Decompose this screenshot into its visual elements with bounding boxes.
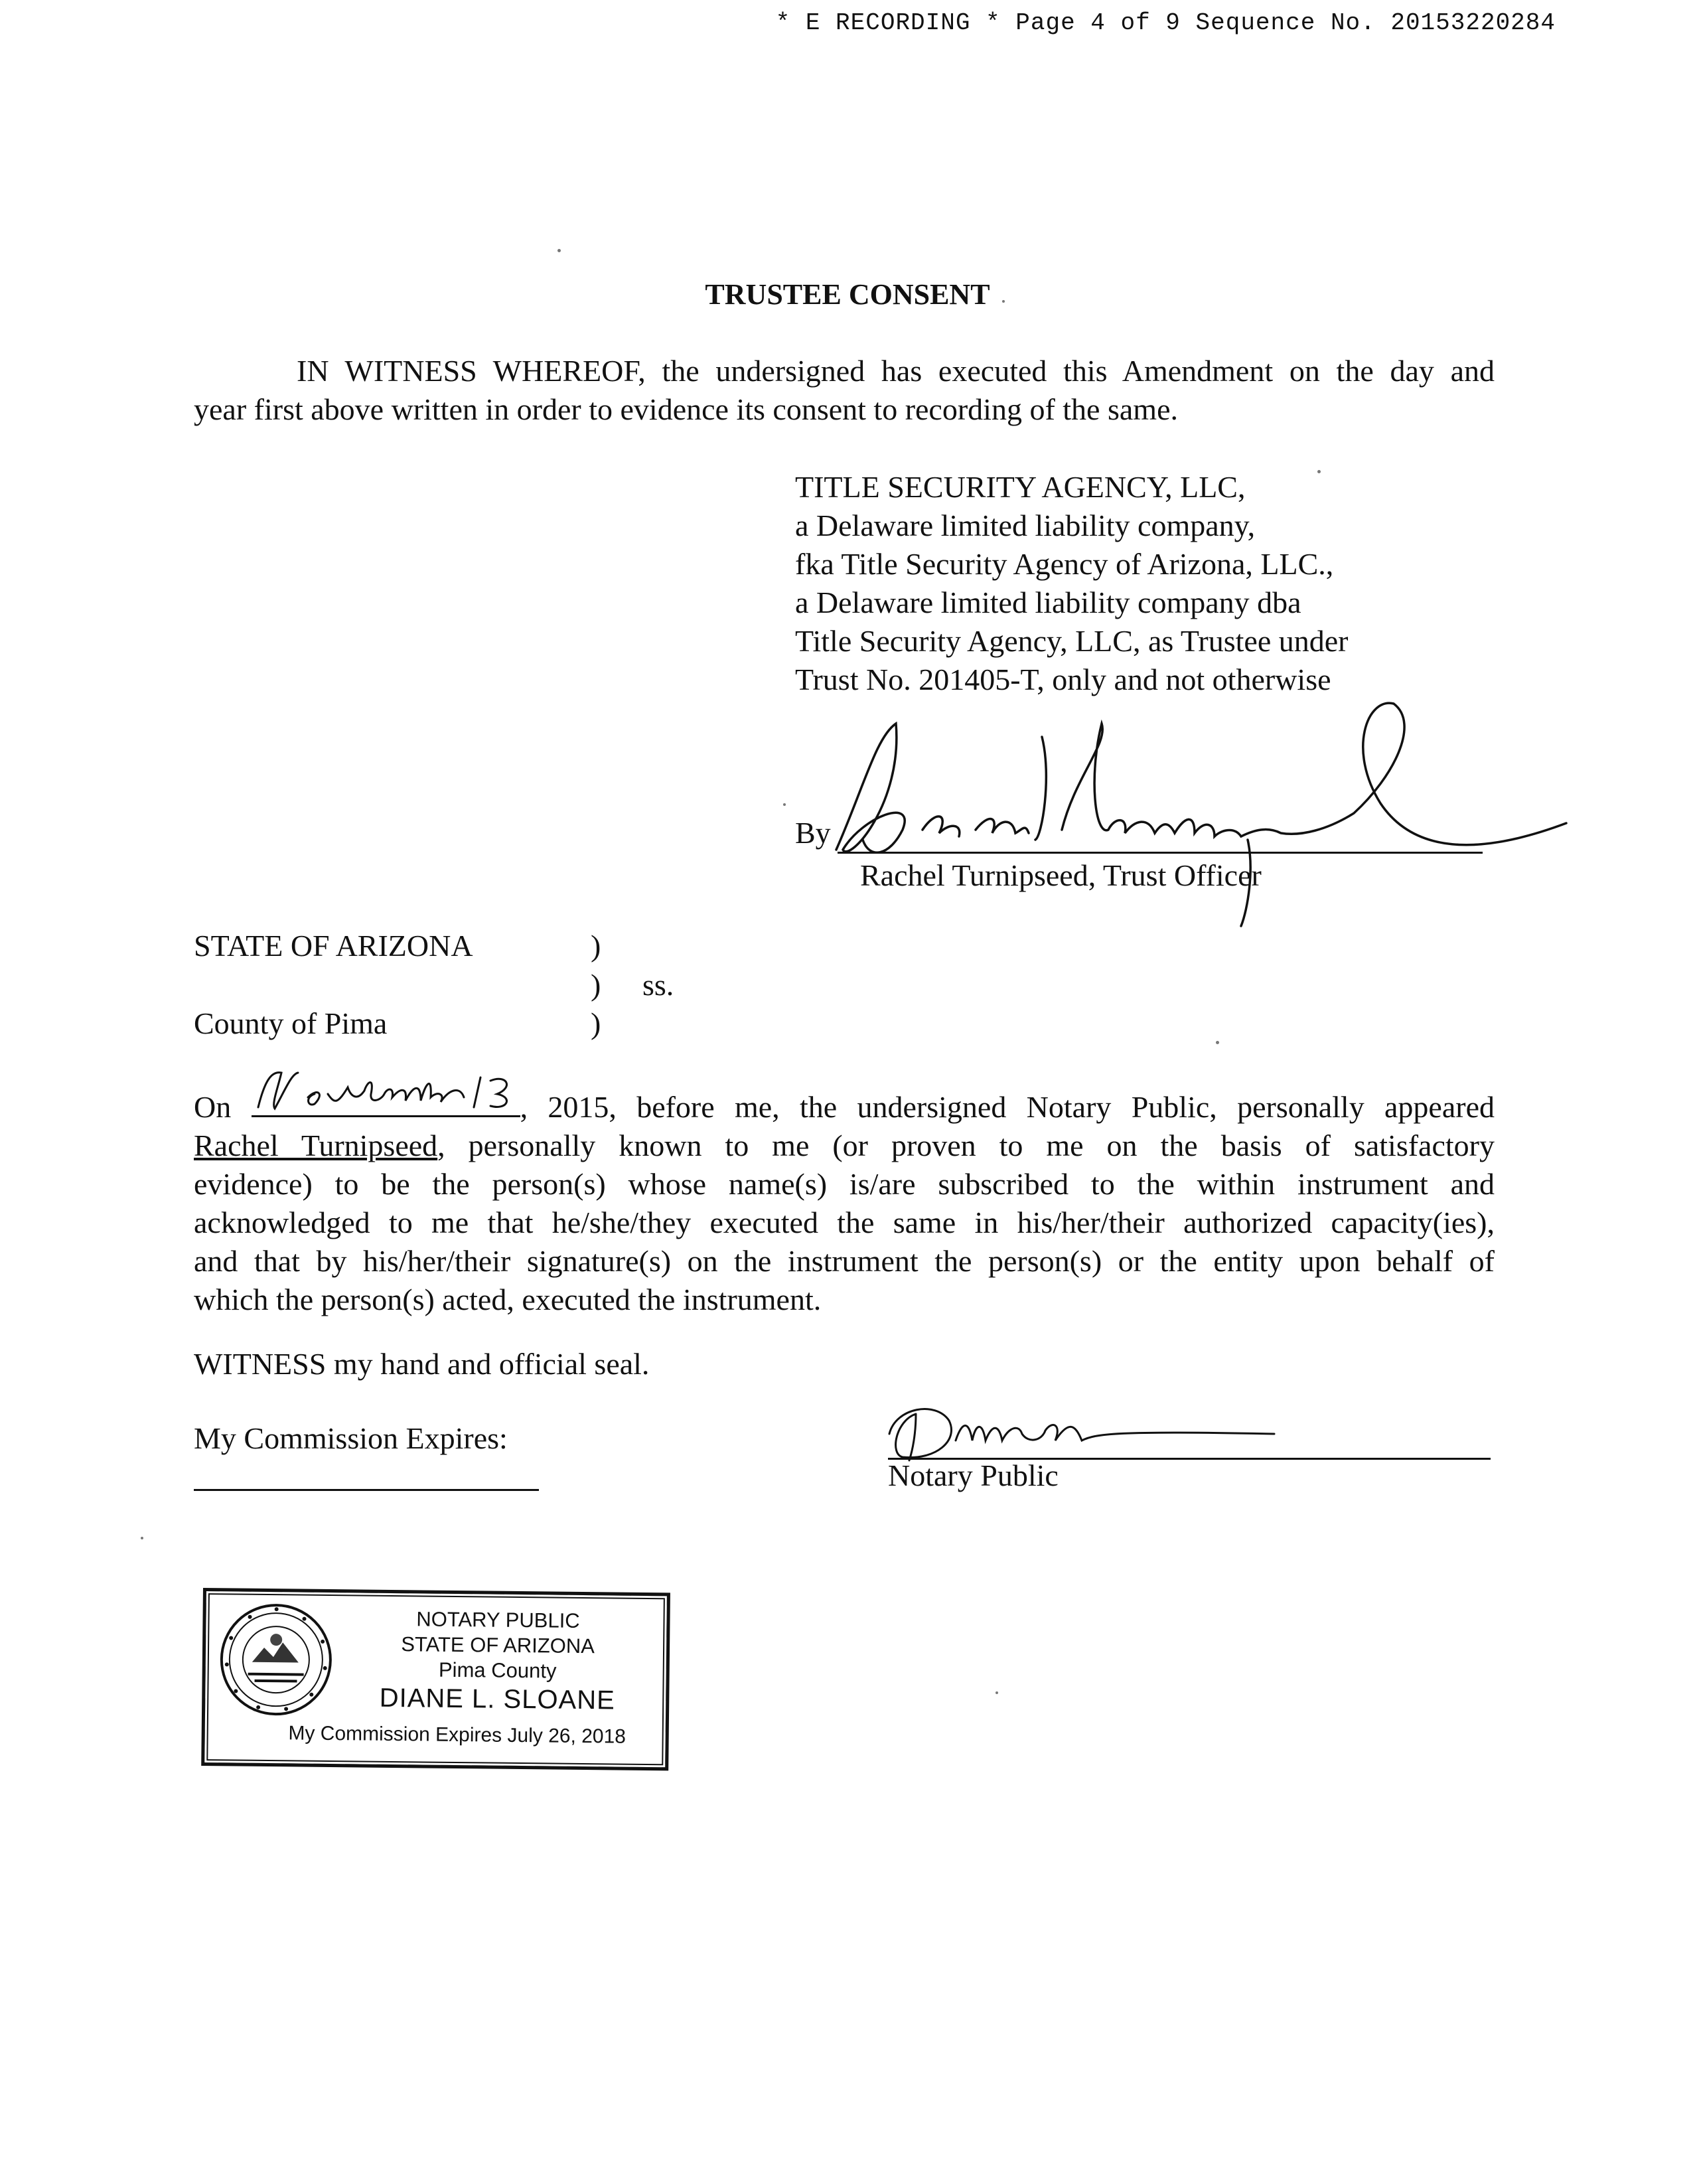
handwritten-date xyxy=(252,1082,520,1117)
stamp-text xyxy=(338,1606,658,1717)
trustee-line: TITLE SECURITY AGENCY, LLC, xyxy=(795,470,1246,504)
venue-paren: ) xyxy=(591,929,601,963)
stamp-line-2: STATE OF ARIZONA xyxy=(401,1632,595,1658)
ack-line-3: evidence) to be the person(s) whose name(s) is/are subscribed to the within instrument and xyxy=(194,1167,1495,1201)
consent-paragraph xyxy=(194,352,1495,429)
stamp-line-1: NOTARY PUBLIC xyxy=(416,1607,580,1632)
venue-paren: ) xyxy=(591,1006,601,1040)
stamp-notary-name: DIANE L. SLOANE xyxy=(379,1683,616,1715)
appeared-name: Rachel Turnipseed xyxy=(194,1129,438,1162)
venue-ss: ss. xyxy=(642,968,674,1002)
trustee-signature xyxy=(823,697,1619,936)
trustee-line: fka Title Security Agency of Arizona, LLC., xyxy=(795,547,1334,581)
trustee-line: Title Security Agency, LLC, as Trustee under xyxy=(795,624,1349,658)
notary-public-label: Notary Public xyxy=(888,1458,1059,1492)
consent-line-1: IN WITNESS WHEREOF, the undersigned has executed this Amendment on the day and xyxy=(297,354,1495,388)
document-title: TRUSTEE CONSENT xyxy=(705,278,990,311)
recording-header: * E RECORDING * Page 4 of 9 Sequence No. 20153220284 xyxy=(775,9,1556,37)
venue-state: STATE OF ARIZONA xyxy=(194,929,473,963)
venue-county: County of Pima xyxy=(194,1006,388,1040)
ack-line-5: and that by his/her/their signature(s) on the instrument the person(s) or the entity upon behalf of xyxy=(194,1244,1495,1278)
ack-line-1: On , 2015, before me, the undersigned Notary Public, personally appeared xyxy=(194,1082,1495,1127)
consent-line-2: year first above written in order to evidence its consent to recording of the same. xyxy=(194,392,1178,426)
scan-speck xyxy=(1317,470,1321,473)
venue-paren: ) xyxy=(591,968,601,1002)
ack-line-4: acknowledged to me that he/she/they executed the same in his/her/their authorized capacity(ies), xyxy=(194,1206,1495,1239)
scan-speck xyxy=(1216,1041,1219,1044)
stamp-expiration: My Commission Expires July 26, 2018 xyxy=(288,1722,626,1748)
trustee-line: a Delaware limited liability company, xyxy=(795,508,1256,542)
signature-line xyxy=(838,852,1483,854)
stamp-line-3: Pima County xyxy=(438,1658,557,1683)
trustee-block xyxy=(795,468,1348,699)
trustee-line: Trust No. 201405-T, only and not otherwise xyxy=(795,663,1331,696)
ack-line-6: which the person(s) acted, executed the instrument. xyxy=(194,1283,822,1316)
ack-line-2: Rachel Turnipseed, personally known to me (or proven to me on the basis of satisfactory xyxy=(194,1129,1495,1162)
commission-blank-line xyxy=(194,1489,539,1491)
trustee-line: a Delaware limited liability company dba xyxy=(795,585,1301,619)
arizona-seal-icon xyxy=(217,1600,335,1719)
scan-speck xyxy=(141,1537,143,1539)
scan-speck xyxy=(557,249,561,252)
by-label: By xyxy=(795,816,831,850)
commission-label: My Commission Expires: xyxy=(194,1421,508,1455)
signer-name: Rachel Turnipseed, Trust Officer xyxy=(860,858,1262,892)
witness-statement: WITNESS my hand and official seal. xyxy=(194,1347,650,1381)
scan-speck xyxy=(783,803,786,806)
scan-speck xyxy=(1002,300,1005,303)
notary-signature xyxy=(876,1394,1288,1467)
notary-stamp xyxy=(201,1588,670,1770)
acknowledgment-paragraph xyxy=(194,1082,1495,1319)
scan-speck xyxy=(995,1691,998,1694)
